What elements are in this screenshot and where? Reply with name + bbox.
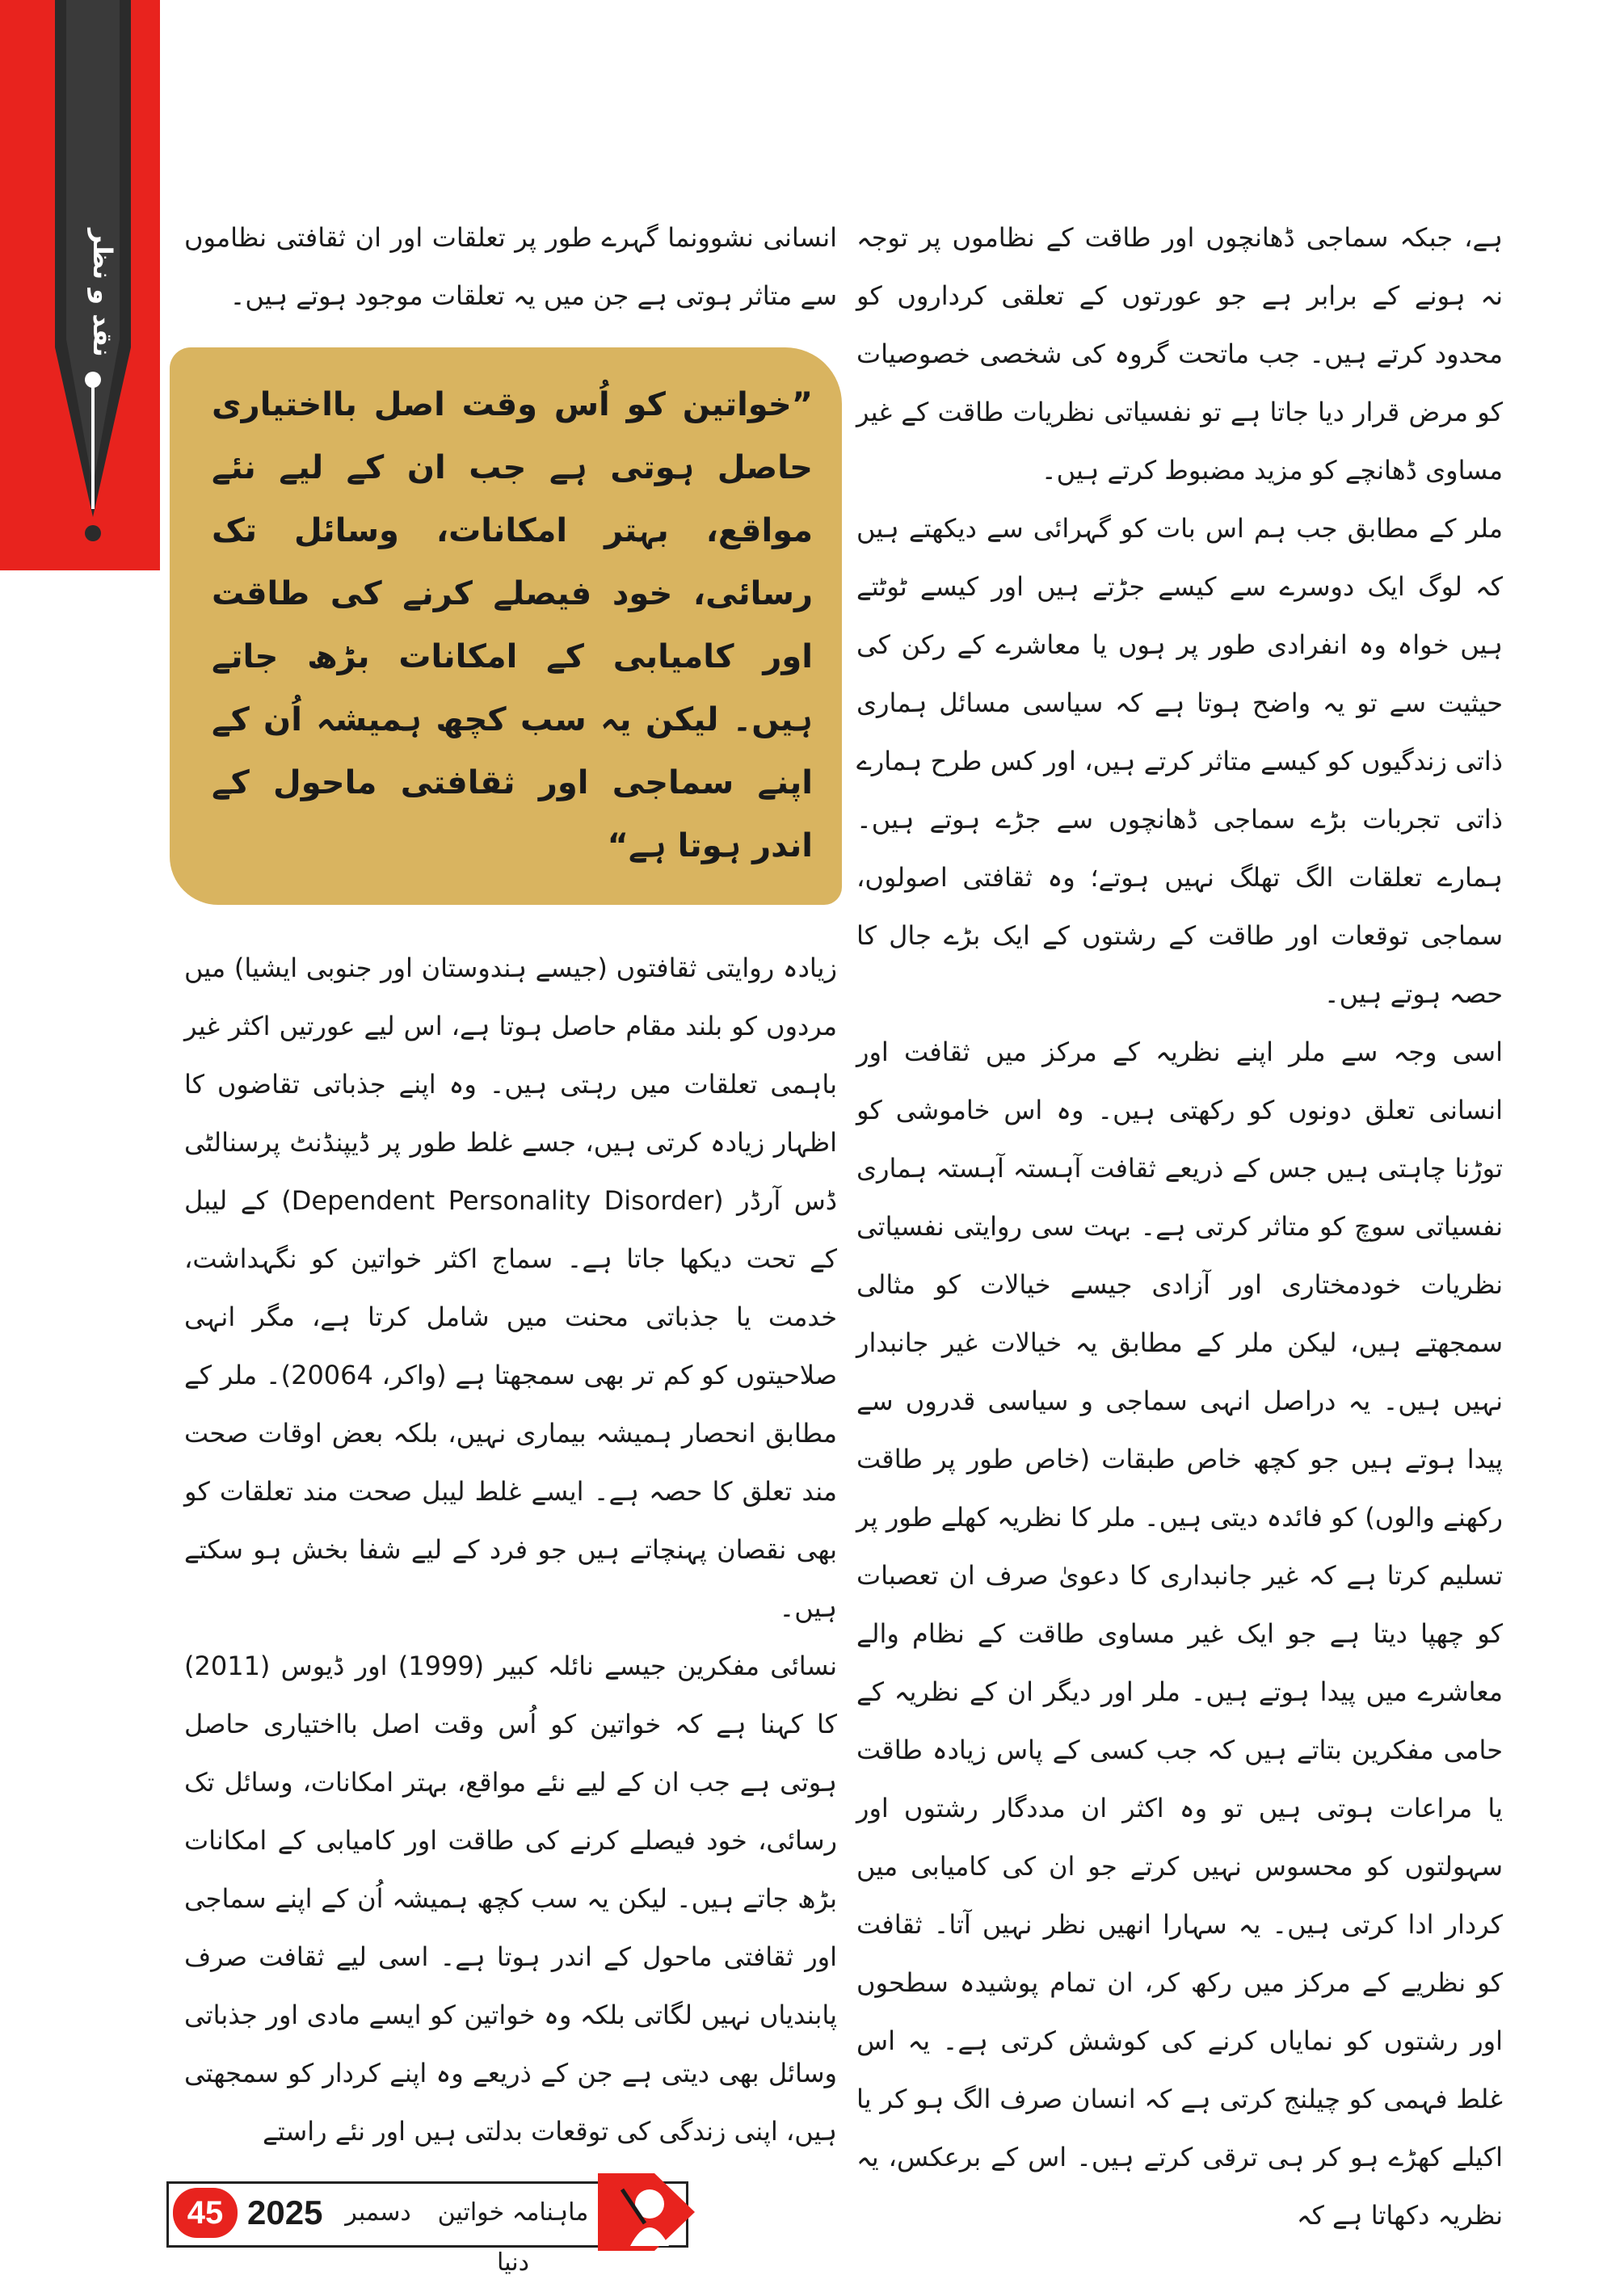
pullquote: ”خواتین کو اُس وقت اصل بااختیاری حاصل ہوتی ہے جب ان کے لیے نئے مواقع، بہتر امکانات، وسائل تک رسائی، خود فیصلے کرنے کی طاقت اور کامیابی کے امکانات بڑھ جاتے ہیں۔ لیکن یہ سب کچھ ہمیشہ اُن کے اپنے سماجی اور ثقافتی ماحول کے اندر ہوتا ہے“ xyxy=(212,386,813,864)
article-column-left-bottom xyxy=(184,939,838,2147)
paragraph: انسانی نشوونما گہرے طور پر تعلقات اور ان ثقافتی نظاموں سے متاثر ہوتی ہے جن میں یہ تعلقات موجود ہوتے ہیں۔ xyxy=(184,222,837,311)
page-number: 45 xyxy=(173,2188,238,2238)
issue-month: دسمبر xyxy=(345,2198,411,2227)
article-column-right xyxy=(856,208,1504,2231)
paragraph: اسی وجہ سے ملر اپنے نظریہ کے مرکز میں ثقافت اور انسانی تعلق دونوں کو رکھتی ہیں۔ وہ اس خاموشی کو توڑنا چاہتی ہیں جس کے ذریعے ثقافت آہستہ آہستہ ہماری نفسیاتی سوچ کو متاثر کرتی ہے۔ بہت سی روایتی نفسیاتی نظریات خودمختاری اور آزادی جیسے خیالات کو مثالی سمجھتے ہیں، لیکن ملر کے مطابق یہ خیالات غیر جانبدار نہیں ہیں۔ یہ دراصل انہی سماجی و سیاسی قدروں سے پیدا ہوتے ہیں جو کچھ خاص طبقات (خاص طور پر طاقت رکھنے والوں) کو فائدہ دیتی ہیں۔ ملر کا نظریہ کھلے طور پر تسلیم کرتا ہے کہ غیر جانبداری کا دعویٰ صرف ان تعصبات کو چھپا دیتا ہے جو ایک غیر مساوی طاقت کے نظام والے معاشرے میں پیدا ہوتے ہیں۔ ملر اور دیگر ان کے نظریہ کے حامی مفکرین بتاتے ہیں کہ جب کسی کے پاس زیادہ طاقت یا مراعات ہوتی ہیں تو وہ اکثر ان مددگار رشتوں اور سہولتوں کو محسوس نہیں کرتے جو ان کی کامیابی میں کردار ادا کرتی ہیں۔ یہ سہارا انھیں نظر نہیں آتا۔ ثقافت کو نظریے کے مرکز میں رکھ کر، ان تمام پوشیدہ سطحوں اور رشتوں کو نمایاں کرنے کی کوشش کرتی ہے۔ یہ اس غلط فہمی کو چیلنج کرتی ہے کہ انسان صرف الگ ہو کر یا اکیلے کھڑے ہو کر ہی ترقی کرتے ہیں۔ اس کے برعکس، یہ نظریہ دکھاتا ہے کہ xyxy=(856,1037,1504,2231)
section-label: نقد و نظر xyxy=(87,228,118,357)
paragraph: نسائی مفکرین جیسے نائلہ کبیر (1999) اور ڈیوس (2011) کا کہنا ہے کہ خواتین کو اُس وقت اصل بااختیاری حاصل ہوتی ہے جب ان کے لیے نئے مواقع، بہتر امکانات، وسائل تک رسائی، خود فیصلے کرنے کی طاقت اور کامیابی کے امکانات بڑھ جاتے ہیں۔ لیکن یہ سب کچھ ہمیشہ اُن کے اپنے سماجی اور ثقافتی ماحول کے اندر ہوتا ہے۔ اسی لیے ثقافت صرف پابندیاں نہیں لگاتی بلکہ وہ خواتین کو ایسے مادی اور جذباتی وسائل بھی دیتی ہے جن کے ذریعے وہ اپنے کردار کو سمجھتی ہیں، اپنی زندگی کی توقعات بدلتی ہیں اور نئے راستے xyxy=(184,1651,838,2147)
magazine-name: ماہنامہ خواتین دنیا xyxy=(437,2198,589,2277)
paragraph: ہے، جبکہ سماجی ڈھانچوں اور طاقت کے نظاموں پر توجہ نہ ہونے کے برابر ہے جو عورتوں کے تعلقی کرداروں کو محدود کرتے ہیں۔ جب ماتحت گروہ کی شخصی خصوصیات کو مرض قرار دیا جاتا ہے تو نفسیاتی نظریات طاقت کے غیر مساوی ڈھانچے کو مزید مضبوط کرتے ہیں۔ xyxy=(856,222,1503,486)
article-column-left-top xyxy=(184,208,837,338)
paragraph: زیادہ روایتی ثقافتوں (جیسے ہندوستان اور جنوبی ایشیا) میں مردوں کو بلند مقام حاصل ہوتا ہے، اس لیے عورتیں اکثر غیر باہمی تعلقات میں رہتی ہیں۔ وہ اپنے جذباتی تقاضوں کا اظہار زیادہ کرتی ہیں، جسے غلط طور پر ڈیپنڈنٹ پرسنالٹی ڈس آرڈر (Dependent Personality Disorder) کے لیبل کے تحت دیکھا جاتا ہے۔ سماج اکثر خواتین کو نگہداشت، خدمت یا جذباتی محنت میں شامل کرتا ہے، مگر انہی صلاحیتوں کو کم تر بھی سمجھتا ہے (واکر، 20064)۔ ملر کے مطابق انحصار ہمیشہ بیماری نہیں، بلکہ بعض اوقات صحت مند تعلق کا حصہ ہے۔ ایسے غلط لیبل صحت مند تعلقات کو بھی نقصان پہنچاتے ہیں جو فرد کے لیے شفا بخش ہو سکتے ہیں۔ xyxy=(184,953,838,1623)
paragraph: ملر کے مطابق جب ہم اس بات کو گہرائی سے دیکھتے ہیں کہ لوگ ایک دوسرے سے کیسے جڑتے ہیں اور کیسے ٹوٹتے ہیں خواہ وہ انفرادی طور پر ہوں یا معاشرے کے رکن کی حیثیت سے تو یہ واضح ہوتا ہے کہ سیاسی مسائل ہماری ذاتی زندگیوں کو کیسے متاثر کرتے ہیں، اور کس طرح ہمارے ذاتی تجربات بڑے سماجی ڈھانچوں سے جڑے ہوتے ہیں۔ ہمارے تعلقات الگ تھلگ نہیں ہوتے؛ وہ ثقافتی اصولوں، سماجی توقعات اور طاقت کے رشتوں کے ایک بڑے جال کا حصہ ہوتے ہیں۔ xyxy=(856,513,1503,1009)
woman-with-pen-logo-icon xyxy=(598,2173,695,2251)
issue-year: 2025 xyxy=(247,2193,323,2231)
